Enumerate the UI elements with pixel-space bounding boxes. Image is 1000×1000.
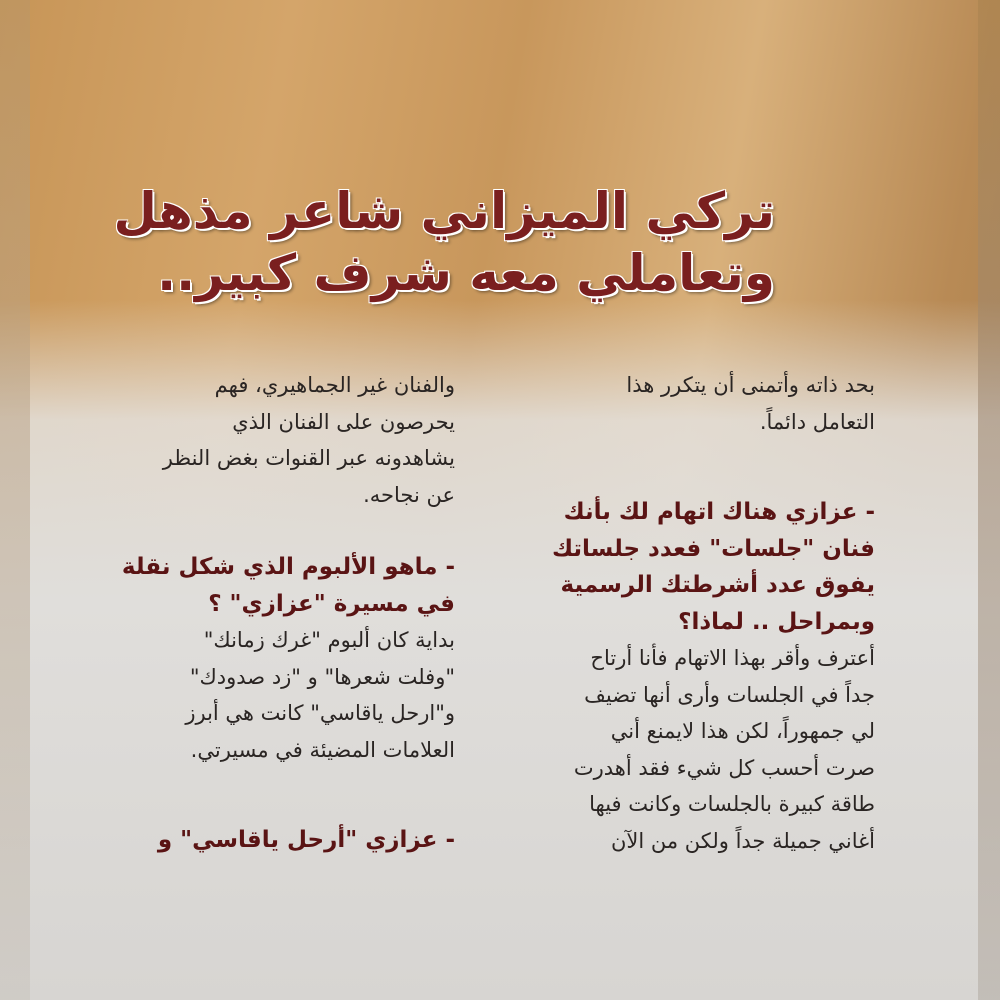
article-headline <box>113 180 775 304</box>
left-text-column <box>50 367 455 859</box>
paragraph-line: يشاهدونه عبر القنوات بغض النظر <box>162 446 455 470</box>
paragraph-line: التعامل دائماً. <box>759 409 875 434</box>
answer-line: بداية كان ألبوم "غرك زمانك" <box>203 628 455 652</box>
paragraph-line: عن نجاحه. <box>363 482 455 507</box>
question-line: - عزازي "أرحل ياقاسي" و <box>157 827 455 853</box>
answer-line: أعترف وأقر بهذا الاتهام فأنا أرتاح <box>590 646 875 670</box>
paragraph-line: بحد ذاته وأتمنى أن يتكرر هذا <box>626 373 875 397</box>
question-line: - ماهو الألبوم الذي شكل نقلة <box>121 554 455 580</box>
question-line: - عزازي هناك اتهام لك بأنك <box>563 499 875 525</box>
question-line: يفوق عدد أشرطتك الرسمية <box>560 572 875 598</box>
question-line: وبمراحل .. لماذا؟ <box>678 608 875 635</box>
answer-line: طاقة كبيرة بالجلسات وكانت فيها <box>589 792 875 816</box>
page-fold-edge <box>978 0 1000 1000</box>
answer-line: "وفلت شعرها" و "زد صدودك" <box>189 664 455 689</box>
paragraph-line: والفنان غير الجماهيري، فهم <box>214 373 455 397</box>
answer-line: لي جمهوراً، لكن هذا لايمنع أني <box>610 719 875 743</box>
answer-line: العلامات المضيئة في مسيرتي. <box>190 737 455 762</box>
answer-line: صرت أحسب كل شيء فقد أهدرت <box>573 755 875 780</box>
right-text-column <box>490 367 875 859</box>
answer-line: أغاني جميلة جداً ولكن من الآن <box>610 828 875 853</box>
previous-page-edge <box>0 0 30 1000</box>
question-line: فنان "جلسات" فعدد جلساتك <box>551 535 875 562</box>
headline-line-1: تركي الميزاني شاعر مذهل <box>113 182 775 240</box>
answer-line: و"ارحل ياقاسي" كانت هي أبرز <box>185 701 455 725</box>
headline-line-2: وتعاملي معه شرف كبير.. <box>157 244 775 302</box>
question-line: في مسيرة "عزازي" ؟ <box>208 590 455 617</box>
paragraph-line: يحرصون على الفنان الذي <box>232 409 455 434</box>
answer-line: جداً في الجلسات وأرى أنها تضيف <box>584 682 875 707</box>
